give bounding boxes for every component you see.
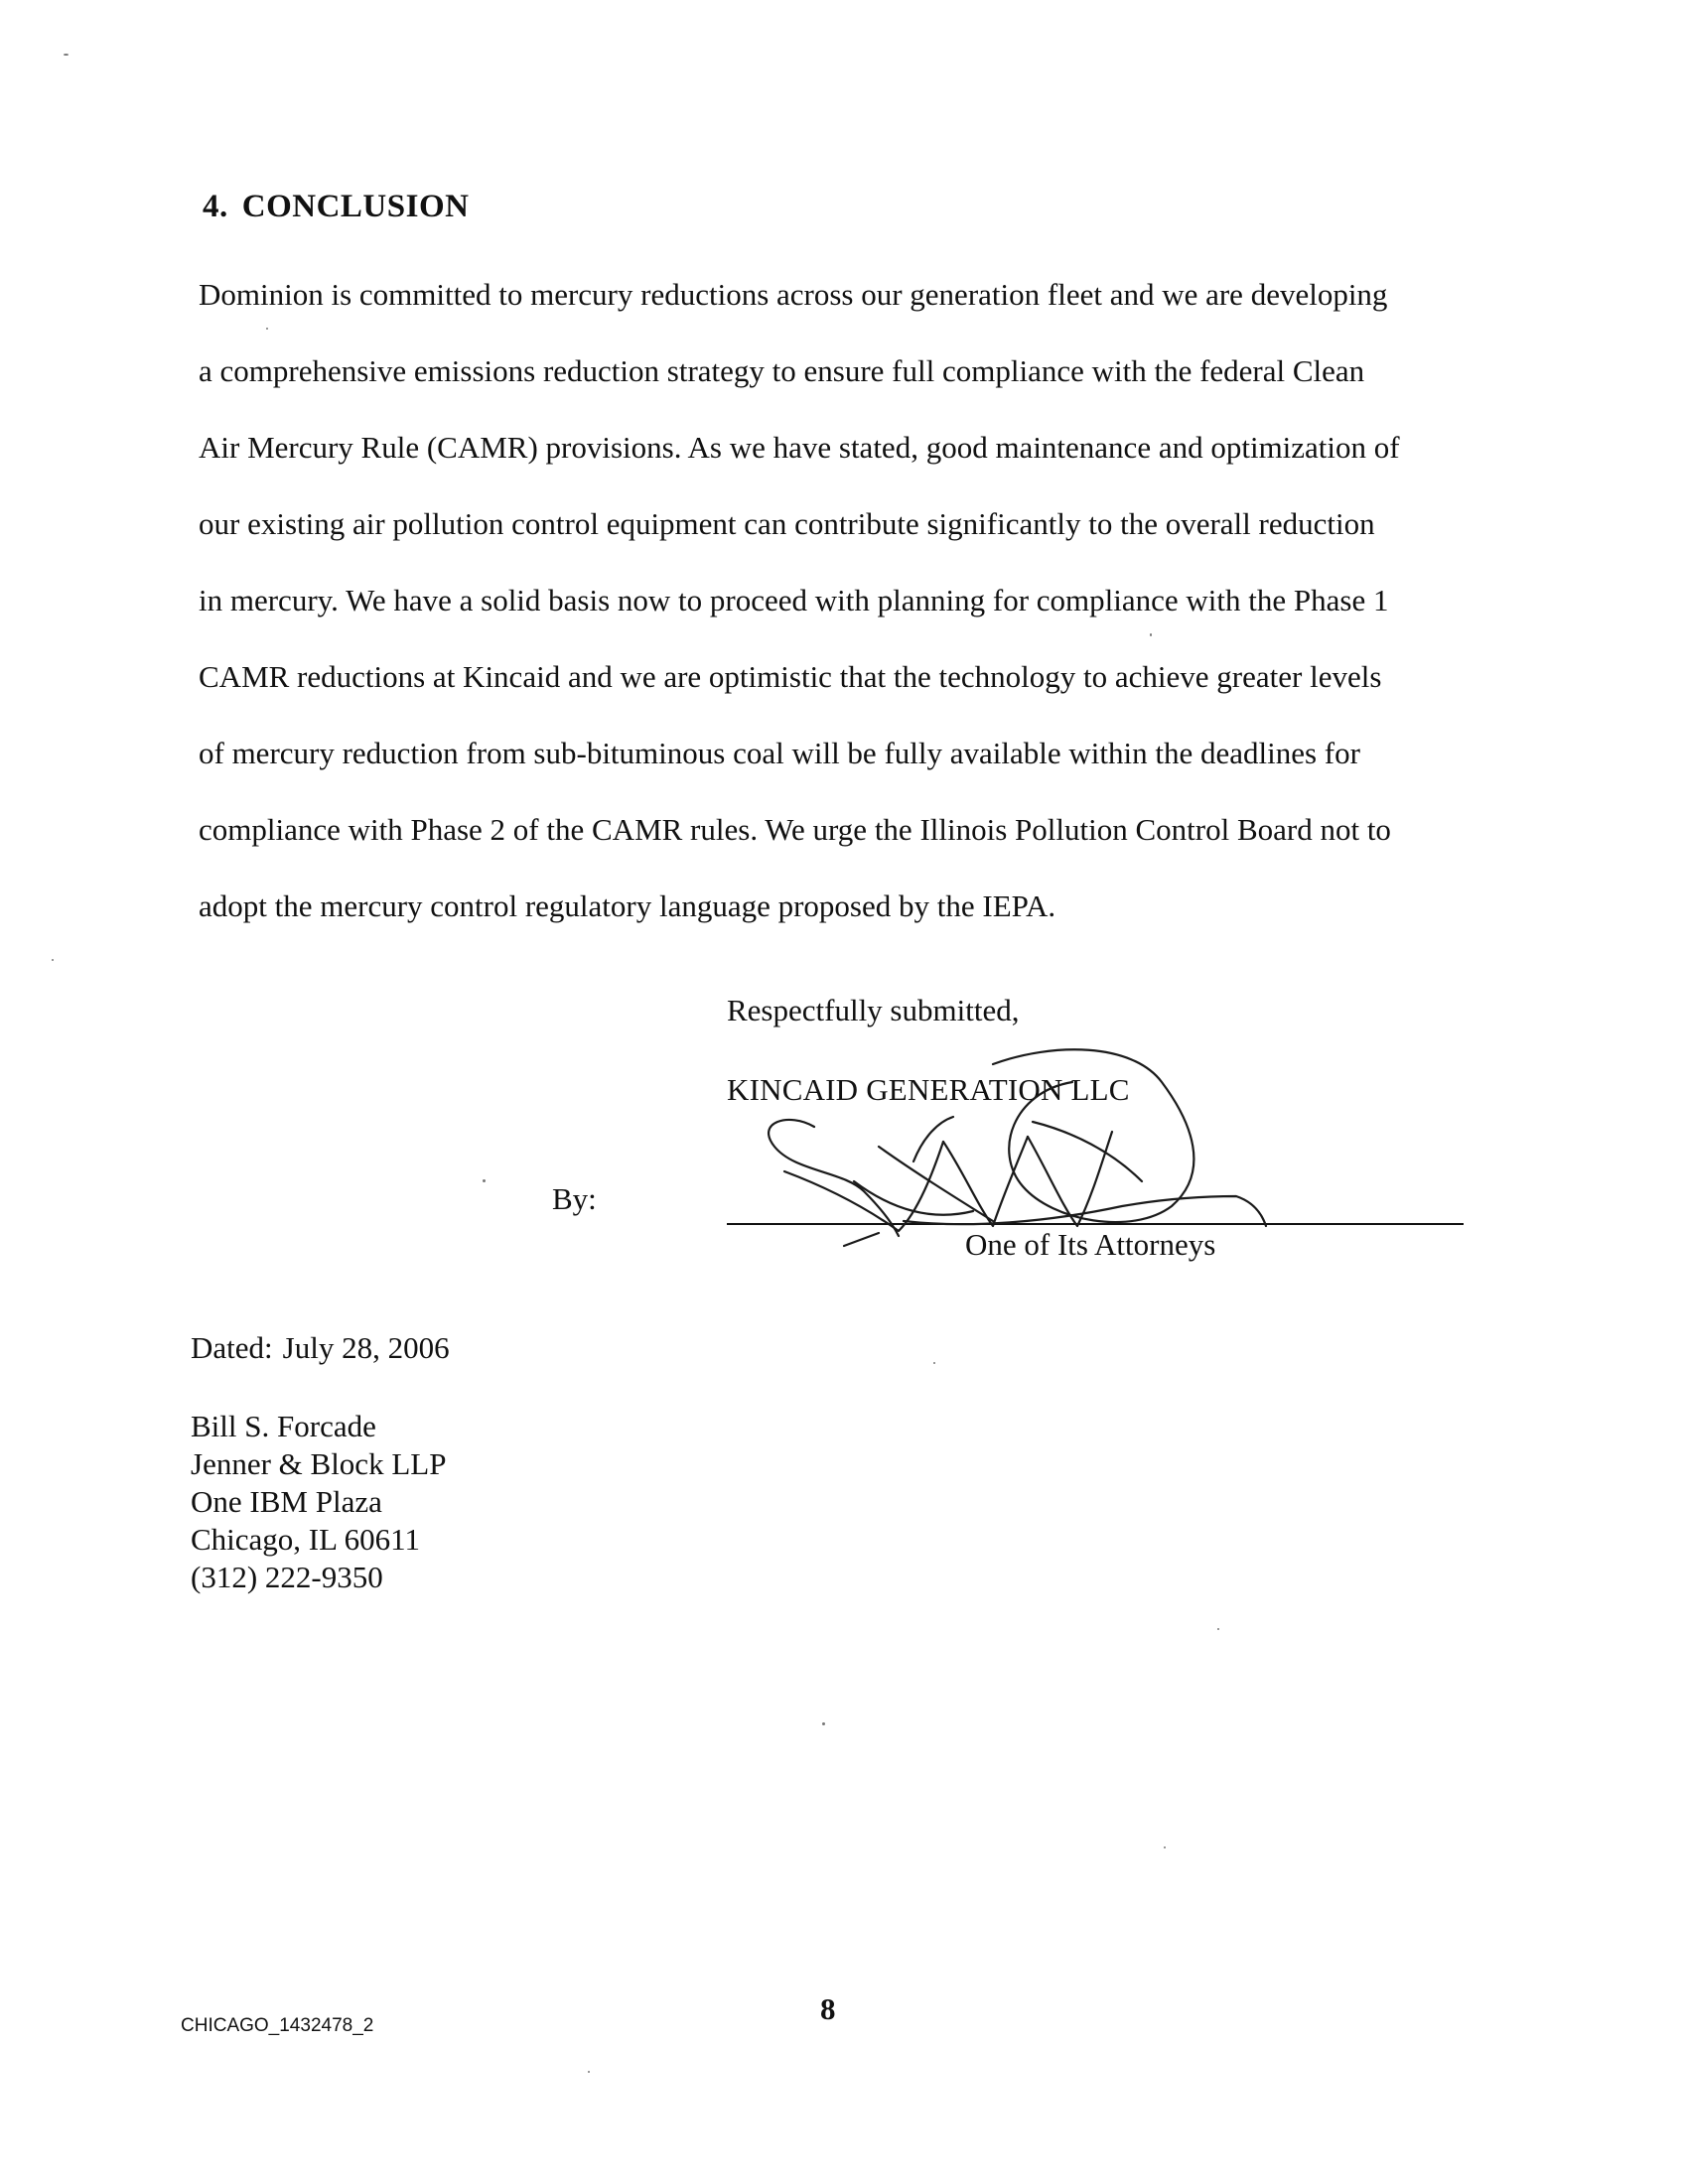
paragraph-line: in mercury. We have a solid basis now to proceed with planning for compliance with the Phase 1: [199, 583, 1389, 617]
scan-speck: [1164, 1846, 1166, 1848]
scan-speck: [1150, 633, 1152, 636]
scan-speck: [52, 959, 54, 961]
paragraph-line: compliance with Phase 2 of the CAMR rules. We urge the Illinois Pollution Control Board not to: [199, 812, 1391, 847]
dated-label: Dated:: [191, 1330, 273, 1365]
contact-phone: (312) 222-9350: [191, 1560, 383, 1594]
signature-caption: One of Its Attorneys: [965, 1227, 1216, 1262]
scan-speck: [933, 1362, 935, 1364]
scan-speck: [822, 1722, 825, 1725]
paragraph-line: adopt the mercury control regulatory language proposed by the IEPA.: [199, 888, 1056, 923]
section-number: 4.: [203, 189, 228, 224]
dated-line: [191, 1330, 450, 1366]
dated-value: July 28, 2006: [282, 1330, 450, 1365]
paragraph-line: Dominion is committed to mercury reductions across our generation fleet and we are developing: [199, 277, 1388, 312]
section-title: CONCLUSION: [241, 189, 470, 224]
by-label: By:: [552, 1181, 597, 1216]
page-number: 8: [820, 1991, 836, 2026]
scan-speck: [588, 2071, 590, 2073]
paragraph-line: CAMR reductions at Kincaid and we are optimistic that the technology to achieve greater levels: [199, 659, 1382, 694]
contact-name: Bill S. Forcade: [191, 1409, 376, 1443]
scan-speck: [266, 328, 268, 330]
scan-speck: [483, 1179, 486, 1182]
handwritten-signature: [695, 1023, 1311, 1261]
scan-speck: [64, 54, 69, 56]
paragraph-line: a comprehensive emissions reduction strategy to ensure full compliance with the federal Clean: [199, 353, 1365, 388]
paragraph-line: our existing air pollution control equipment can contribute significantly to the overall reduction: [199, 506, 1375, 541]
closing-text: Respectfully submitted,: [727, 993, 1020, 1027]
contact-city: Chicago, IL 60611: [191, 1522, 421, 1557]
paragraph-line: of mercury reduction from sub-bituminous coal will be fully available within the deadlines for: [199, 736, 1360, 770]
contact-address: One IBM Plaza: [191, 1484, 382, 1519]
company-name: KINCAID GENERATION LLC: [727, 1072, 1130, 1107]
scan-speck: [1217, 1628, 1219, 1630]
section-heading: [203, 189, 469, 225]
contact-firm: Jenner & Block LLP: [191, 1446, 447, 1481]
paragraph-line: Air Mercury Rule (CAMR) provisions. As we have stated, good maintenance and optimization of: [199, 430, 1400, 465]
document-id: CHICAGO_1432478_2: [181, 2015, 374, 2036]
conclusion-paragraph: [199, 266, 1499, 954]
contact-block: [191, 1408, 446, 1596]
